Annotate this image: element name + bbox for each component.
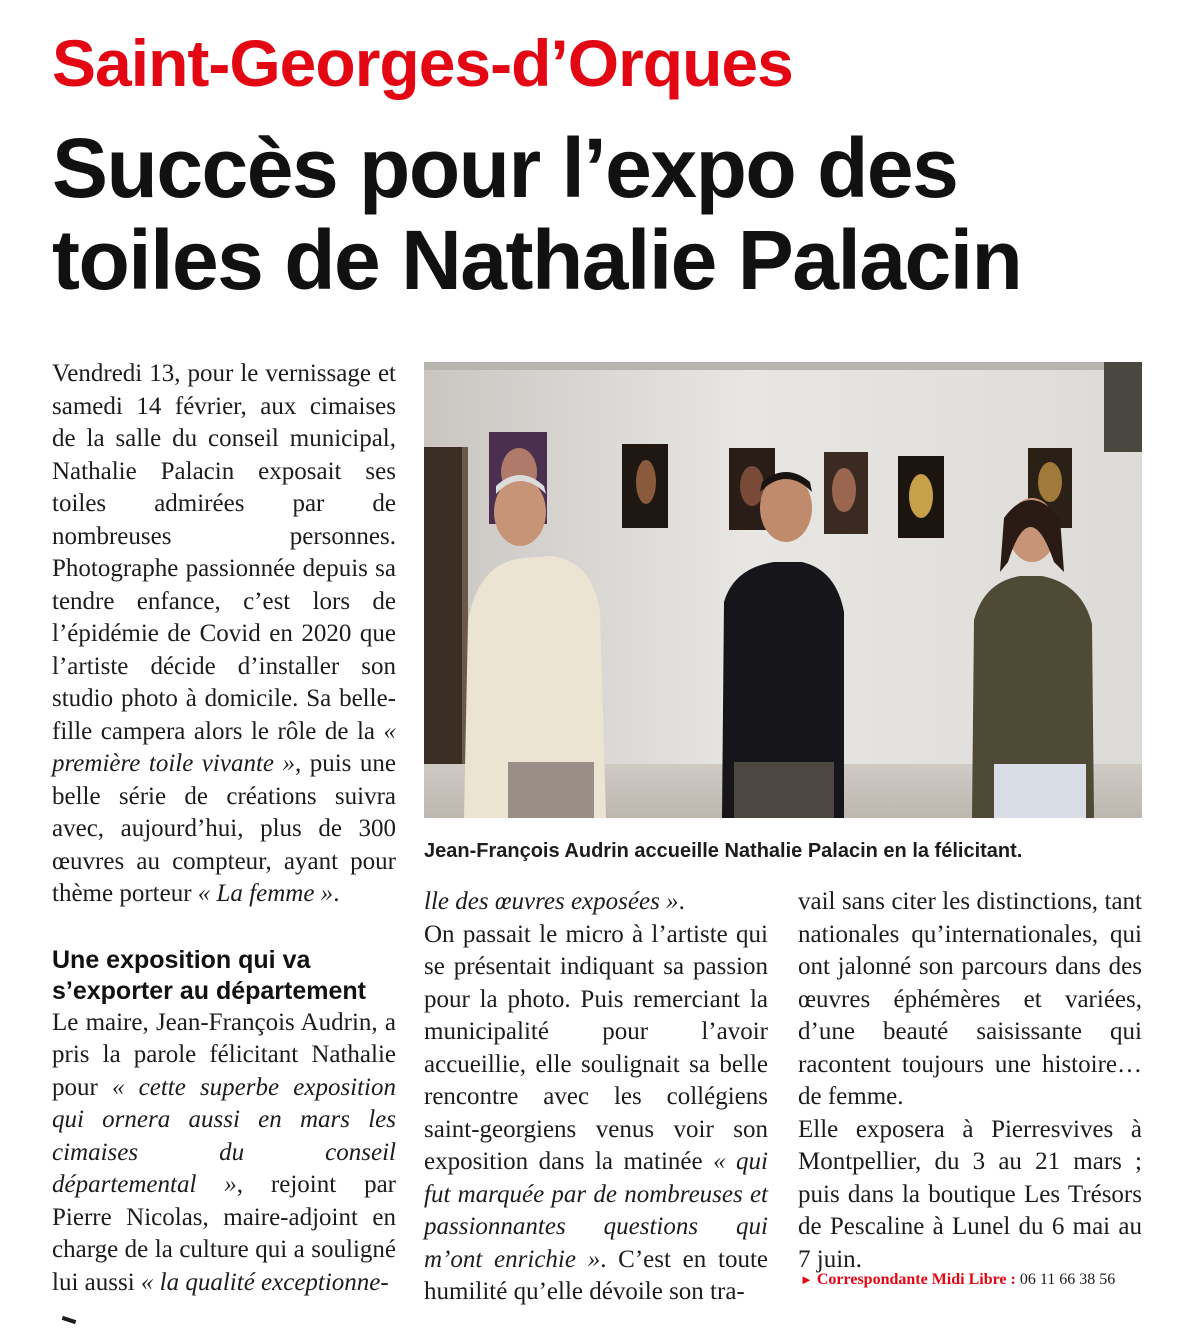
- arrow-icon: ►: [800, 1272, 813, 1287]
- credit-label: Correspondante Midi Libre :: [816, 1271, 1016, 1288]
- subheading-line-2: s’exporter au département: [52, 976, 366, 1005]
- article-photo: [424, 362, 1142, 818]
- upcoming-paragraph: Elle exposera à Pierresvives à Montpellier, du 3 au 21 mars ; puis dans la boutique Les Trésors de Pescaline à Lunel du 6 mai au 7 juin.: [798, 1115, 1142, 1273]
- correspondent-credit: [800, 1271, 1115, 1289]
- headline-line-1: Succès pour l’expo des: [52, 121, 958, 215]
- artist-paragraph: On passait le micro à l’artiste qui se présentait indiquant sa passion pour la photo. Puis remerciant la municipalité pour l’avoir accueillie, elle soulignait sa belle rencontre avec les collégiens saint-georgiens venus voir son exposition dans la matinée « qui fut marquée par de nombreuses et passionnantes questions qui m’ont enrichie ». C’est en toute humilité qu’elle dévoile son tra-: [424, 920, 769, 1305]
- article-column-3: [798, 886, 1142, 1276]
- intro-paragraph: Vendredi 13, pour le vernissage et samedi 14 février, aux cimaises de la salle du conseil municipal, Nathalie Palacin exposait ses toiles admirées par de nombreuses personnes. Photographe passionnée depuis sa tendre enfance, c’est lors de l’épidémie de Covid en 2020 que l’artiste décide d’installer son studio photo à domicile. Sa belle-fille campera alors le rôle de la « première toile vivante », puis une belle série de créations suivra avec, aujourd’hui, plus de 300 œuvres au compteur, ayant pour thème porteur « La femme ».: [52, 360, 396, 907]
- photo-caption: Jean-François Audrin accueille Nathalie Palacin en la félicitant.: [424, 840, 1023, 862]
- subheading-line-1: Une exposition qui va: [52, 945, 311, 974]
- quote-continuation: lle des œuvres exposées ».: [424, 888, 685, 915]
- credit-phone: 06 11 66 38 56: [1019, 1271, 1116, 1288]
- article-column-1: [52, 358, 396, 1299]
- mayor-paragraph: Le maire, Jean-François Audrin, a pris la parole félicitant Nathalie pour « cette superbe exposition qui ornera aussi en mars les cimaises du conseil départemental », rejoint par Pierre Nicolas, maire-adjoint en charge de la culture qui a souligné lui aussi « la qualité exceptionne-: [52, 1008, 397, 1296]
- article-subheading: [52, 945, 396, 1007]
- article-column-2: [424, 886, 768, 1309]
- article-headline: [52, 122, 1021, 306]
- career-paragraph: vail sans citer les distinctions, tant nationales qu’internationales, qui ont jalonné son parcours dans des œuvres éphémères et variées, d’une beauté saisissante qui racontent toujours une histoire… de femme.: [798, 888, 1142, 1110]
- article-kicker: Saint-Georges-d’Orques: [52, 26, 793, 100]
- page-mark: [62, 1316, 77, 1324]
- headline-line-2: toiles de Nathalie Palacin: [52, 213, 1022, 307]
